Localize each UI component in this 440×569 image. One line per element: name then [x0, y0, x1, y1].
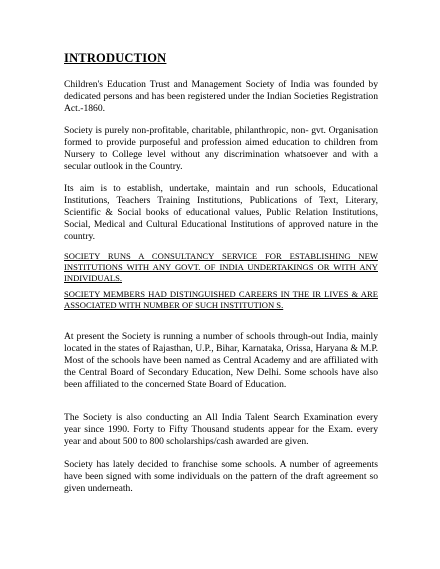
paragraph-members: SOCIETY MEMBERS HAD DISTINGUISHED CAREERS IN THE IR LIVES & ARE ASSOCIATED WITH NUMBER OF SUCH INSTITUTION S. [64, 289, 378, 310]
page-title: INTRODUCTION [64, 51, 167, 65]
paragraph-consultancy: SOCIETY RUNS A CONSULTANCY SERVICE FOR ESTABLISHING NEW INSTITUTIONS WITH ANY GOVT. OF INDIA UNDERTAKINGS OR WITH ANY INDIVIDUALS. [64, 251, 378, 283]
paragraph-schools: At present the Society is running a number of schools through-out India, mainly located in the states of Rajasthan, U.P., Bihar, Karnataka, Orissa, Haryana & M.P. Most of the schools have been named as Central Academy and are affiliated with the Central Board of Secondary Education, New Delhi. Some schools have also been affiliated to the concerned State Board of Education. [64, 331, 378, 390]
paragraph-founding: Children's Education Trust and Management Society of India was founded by dedicated persons and has been registered under the Indian Societies Registration Act.-1860. [64, 79, 378, 114]
paragraph-talent-search: The Society is also conducting an All India Talent Search Examination every year since 1990. Forty to Fifty Thousand students appear for the Exam. every year and about 500 to 800 scholarships/cash awarded are given. [64, 412, 378, 447]
paragraph-organisation: Society is purely non-profitable, charitable, philanthropic, non- gvt. Organisation formed to provide purposeful and profession aimed education to children from Nursery to College level without any discrimination whatsoever and with a secular outlook in the Country. [64, 125, 378, 172]
paragraph-aims: Its aim is to establish, undertake, maintain and run schools, Educational Institutions, Teachers Training Institutions, Publications of Text, Literary, Scientific & Social books of educational values, Public Relation Institutions, Social, Medical and Cultural Educational Institutions of approved nature in the country. [64, 183, 378, 242]
paragraph-franchise: Society has lately decided to franchise some schools. A number of agreements have been signed with some individuals on the pattern of the draft agreement so given underneath. [64, 459, 378, 494]
